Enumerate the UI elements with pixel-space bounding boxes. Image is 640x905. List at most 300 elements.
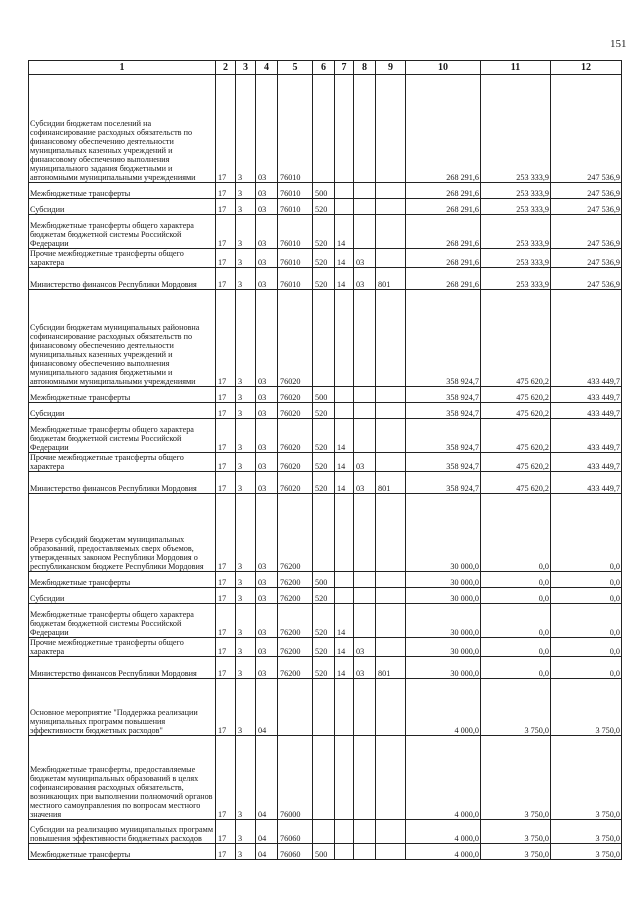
- row-value-cell: 76010: [278, 183, 313, 199]
- row-value-cell: 253 333,9: [481, 183, 551, 199]
- row-value-cell: 801: [376, 657, 406, 679]
- row-value-cell: 0,0: [551, 572, 622, 588]
- row-value-cell: 520: [313, 403, 335, 419]
- row-value-cell: [335, 820, 354, 844]
- table-row: [29, 215, 622, 249]
- row-value-cell: 3 750,0: [551, 736, 622, 820]
- row-value-cell: 17: [216, 679, 236, 736]
- row-value-cell: 247 536,9: [551, 199, 622, 215]
- row-value-cell: 76020: [278, 472, 313, 494]
- row-value-cell: 520: [313, 199, 335, 215]
- row-value-cell: [354, 494, 376, 572]
- row-value-cell: 03: [256, 657, 278, 679]
- row-value-cell: 0,0: [481, 494, 551, 572]
- table-row: [29, 736, 622, 820]
- row-value-cell: [376, 588, 406, 604]
- row-value-cell: 0,0: [551, 494, 622, 572]
- row-value-cell: [354, 215, 376, 249]
- row-value-cell: 3: [236, 736, 256, 820]
- row-value-cell: [376, 736, 406, 820]
- row-value-cell: 433 449,7: [551, 290, 622, 387]
- row-value-cell: 520: [313, 588, 335, 604]
- row-label-cell: Межбюджетные трансферты: [29, 387, 216, 403]
- row-value-cell: 0,0: [551, 588, 622, 604]
- row-value-cell: 247 536,9: [551, 75, 622, 183]
- row-value-cell: [376, 419, 406, 453]
- row-value-cell: 3: [236, 494, 256, 572]
- row-value-cell: 0,0: [551, 604, 622, 638]
- row-value-cell: 268 291,6: [406, 75, 481, 183]
- row-value-cell: 247 536,9: [551, 183, 622, 199]
- row-value-cell: 433 449,7: [551, 472, 622, 494]
- row-value-cell: 76200: [278, 657, 313, 679]
- row-value-cell: 03: [354, 638, 376, 657]
- table-row: [29, 199, 622, 215]
- row-value-cell: [354, 387, 376, 403]
- row-value-cell: 17: [216, 736, 236, 820]
- table-row: [29, 679, 622, 736]
- row-value-cell: 0,0: [481, 604, 551, 638]
- row-value-cell: [376, 249, 406, 268]
- header-cell: 3: [236, 61, 256, 75]
- row-value-cell: 3 750,0: [551, 679, 622, 736]
- row-value-cell: 17: [216, 215, 236, 249]
- row-value-cell: 268 291,6: [406, 199, 481, 215]
- row-value-cell: 3: [236, 419, 256, 453]
- row-value-cell: [376, 844, 406, 860]
- table-row: [29, 844, 622, 860]
- row-value-cell: 03: [256, 638, 278, 657]
- row-value-cell: [376, 75, 406, 183]
- row-value-cell: [335, 572, 354, 588]
- row-value-cell: [376, 604, 406, 638]
- row-value-cell: 3 750,0: [551, 844, 622, 860]
- row-value-cell: [335, 736, 354, 820]
- row-value-cell: 433 449,7: [551, 419, 622, 453]
- row-value-cell: [313, 494, 335, 572]
- row-value-cell: 03: [256, 199, 278, 215]
- row-value-cell: [376, 638, 406, 657]
- row-value-cell: [354, 75, 376, 183]
- row-value-cell: 3: [236, 638, 256, 657]
- row-value-cell: [376, 387, 406, 403]
- row-label-cell: Прочие межбюджетные трансферты общего характера: [29, 249, 216, 268]
- row-value-cell: 14: [335, 604, 354, 638]
- row-value-cell: 358 924,7: [406, 419, 481, 453]
- row-value-cell: [354, 290, 376, 387]
- table-row: [29, 572, 622, 588]
- row-label-cell: Прочие межбюджетные трансферты общего характера: [29, 453, 216, 472]
- row-value-cell: [335, 403, 354, 419]
- row-value-cell: 3: [236, 199, 256, 215]
- row-value-cell: 358 924,7: [406, 453, 481, 472]
- table-row: [29, 453, 622, 472]
- row-value-cell: 30 000,0: [406, 604, 481, 638]
- row-value-cell: 03: [256, 604, 278, 638]
- row-value-cell: 433 449,7: [551, 453, 622, 472]
- row-value-cell: 3 750,0: [481, 679, 551, 736]
- row-value-cell: 30 000,0: [406, 638, 481, 657]
- row-value-cell: 3 750,0: [481, 736, 551, 820]
- row-value-cell: 3: [236, 844, 256, 860]
- row-value-cell: 3: [236, 453, 256, 472]
- row-value-cell: 3 750,0: [551, 820, 622, 844]
- row-value-cell: 475 620,2: [481, 419, 551, 453]
- row-value-cell: 0,0: [551, 638, 622, 657]
- row-value-cell: 3: [236, 472, 256, 494]
- row-label-cell: Межбюджетные трансферты: [29, 844, 216, 860]
- budget-table: [28, 60, 622, 860]
- row-value-cell: 14: [335, 419, 354, 453]
- row-value-cell: 03: [354, 249, 376, 268]
- row-value-cell: [354, 183, 376, 199]
- row-label-cell: Субсидии на реализацию муниципальных программ повышения эффективности бюджетных расходов: [29, 820, 216, 844]
- table-row: [29, 268, 622, 290]
- row-value-cell: [354, 604, 376, 638]
- row-value-cell: 76010: [278, 75, 313, 183]
- row-value-cell: 03: [256, 215, 278, 249]
- row-value-cell: [313, 75, 335, 183]
- row-value-cell: 76000: [278, 736, 313, 820]
- row-value-cell: 14: [335, 453, 354, 472]
- row-value-cell: 4 000,0: [406, 679, 481, 736]
- row-value-cell: 17: [216, 472, 236, 494]
- table-row: [29, 638, 622, 657]
- row-value-cell: 30 000,0: [406, 588, 481, 604]
- header-cell: 8: [354, 61, 376, 75]
- row-value-cell: 247 536,9: [551, 215, 622, 249]
- row-value-cell: 268 291,6: [406, 268, 481, 290]
- row-value-cell: 04: [256, 679, 278, 736]
- row-value-cell: 4 000,0: [406, 736, 481, 820]
- table-row: [29, 403, 622, 419]
- row-value-cell: [335, 588, 354, 604]
- row-value-cell: [335, 183, 354, 199]
- row-value-cell: 520: [313, 453, 335, 472]
- header-cell: 7: [335, 61, 354, 75]
- row-value-cell: 0,0: [551, 657, 622, 679]
- row-label-cell: Министерство финансов Республики Мордовия: [29, 657, 216, 679]
- row-label-cell: Межбюджетные трансферты общего характера бюджетам бюджетной системы Российской Федерации: [29, 215, 216, 249]
- row-value-cell: [313, 679, 335, 736]
- row-value-cell: 520: [313, 215, 335, 249]
- row-value-cell: 801: [376, 472, 406, 494]
- header-cell: 5: [278, 61, 313, 75]
- row-value-cell: 358 924,7: [406, 387, 481, 403]
- row-value-cell: 520: [313, 419, 335, 453]
- row-value-cell: 500: [313, 387, 335, 403]
- table-row: [29, 75, 622, 183]
- row-value-cell: 520: [313, 268, 335, 290]
- row-value-cell: 520: [313, 249, 335, 268]
- table-row: [29, 183, 622, 199]
- row-value-cell: 358 924,7: [406, 290, 481, 387]
- row-value-cell: 03: [256, 249, 278, 268]
- row-value-cell: 76020: [278, 387, 313, 403]
- row-value-cell: 14: [335, 215, 354, 249]
- row-value-cell: 3: [236, 820, 256, 844]
- row-value-cell: [376, 290, 406, 387]
- row-value-cell: 04: [256, 736, 278, 820]
- row-value-cell: [313, 820, 335, 844]
- row-value-cell: 247 536,9: [551, 268, 622, 290]
- row-value-cell: 0,0: [481, 572, 551, 588]
- row-value-cell: 76010: [278, 199, 313, 215]
- page-number: 151: [610, 38, 627, 50]
- row-value-cell: 03: [256, 588, 278, 604]
- row-label-cell: Субсидии бюджетам муниципальных районовна софинансирование расходных обязательств по финансовому обеспечению деятельности муниципальных казенных учреждений и финансовому обеспечению выполнения муниципального задания бюджетными и автономными муниципальными учреждениями: [29, 290, 216, 387]
- row-label-cell: Резерв субсидий бюджетам муниципальных образований, предоставляемых сверх объемов, утвержденных законом Республики Мордовия о республиканском бюджете Республики Мордовия: [29, 494, 216, 572]
- row-value-cell: 3: [236, 290, 256, 387]
- row-value-cell: 76060: [278, 820, 313, 844]
- row-value-cell: 3: [236, 679, 256, 736]
- row-value-cell: 04: [256, 844, 278, 860]
- row-value-cell: 03: [354, 472, 376, 494]
- row-value-cell: 475 620,2: [481, 290, 551, 387]
- row-value-cell: 3: [236, 657, 256, 679]
- row-value-cell: 17: [216, 183, 236, 199]
- row-value-cell: 76020: [278, 403, 313, 419]
- row-label-cell: Основное мероприятие "Поддержка реализации муниципальных программ повышения эффективности бюджетных расходов": [29, 679, 216, 736]
- row-value-cell: 358 924,7: [406, 403, 481, 419]
- row-value-cell: [278, 679, 313, 736]
- row-value-cell: [376, 215, 406, 249]
- row-value-cell: 253 333,9: [481, 249, 551, 268]
- row-value-cell: 03: [256, 494, 278, 572]
- row-value-cell: 3: [236, 604, 256, 638]
- row-value-cell: 253 333,9: [481, 75, 551, 183]
- row-value-cell: 14: [335, 638, 354, 657]
- row-value-cell: 03: [256, 387, 278, 403]
- row-value-cell: [376, 183, 406, 199]
- row-value-cell: [376, 453, 406, 472]
- row-value-cell: 76020: [278, 290, 313, 387]
- row-value-cell: [335, 387, 354, 403]
- row-value-cell: 03: [256, 268, 278, 290]
- row-value-cell: 14: [335, 268, 354, 290]
- row-label-cell: Субсидии: [29, 403, 216, 419]
- row-value-cell: 3: [236, 572, 256, 588]
- row-label-cell: Министерство финансов Республики Мордовия: [29, 268, 216, 290]
- row-value-cell: 17: [216, 638, 236, 657]
- row-value-cell: [313, 736, 335, 820]
- table-row: [29, 604, 622, 638]
- row-value-cell: 3: [236, 183, 256, 199]
- row-value-cell: [376, 572, 406, 588]
- row-value-cell: [354, 588, 376, 604]
- row-value-cell: [354, 844, 376, 860]
- row-value-cell: 03: [256, 290, 278, 387]
- row-value-cell: 475 620,2: [481, 453, 551, 472]
- row-value-cell: [376, 679, 406, 736]
- row-value-cell: [354, 820, 376, 844]
- row-value-cell: 17: [216, 290, 236, 387]
- row-value-cell: 3 750,0: [481, 820, 551, 844]
- row-value-cell: 76010: [278, 215, 313, 249]
- row-value-cell: 475 620,2: [481, 472, 551, 494]
- row-value-cell: 76020: [278, 419, 313, 453]
- row-value-cell: [354, 736, 376, 820]
- row-value-cell: 520: [313, 604, 335, 638]
- row-value-cell: 03: [256, 403, 278, 419]
- row-value-cell: 76010: [278, 249, 313, 268]
- row-value-cell: 03: [256, 183, 278, 199]
- header-cell: 12: [551, 61, 622, 75]
- row-value-cell: 500: [313, 183, 335, 199]
- row-value-cell: [335, 290, 354, 387]
- row-value-cell: 17: [216, 387, 236, 403]
- row-label-cell: Межбюджетные трансферты: [29, 183, 216, 199]
- row-value-cell: [376, 403, 406, 419]
- row-label-cell: Министерство финансов Республики Мордовия: [29, 472, 216, 494]
- row-value-cell: 268 291,6: [406, 215, 481, 249]
- row-value-cell: [376, 199, 406, 215]
- row-value-cell: [354, 679, 376, 736]
- row-value-cell: 76200: [278, 638, 313, 657]
- row-value-cell: 475 620,2: [481, 403, 551, 419]
- row-label-cell: Межбюджетные трансферты общего характера бюджетам бюджетной системы Российской Федерации: [29, 419, 216, 453]
- row-value-cell: 17: [216, 249, 236, 268]
- row-value-cell: 14: [335, 249, 354, 268]
- row-value-cell: 500: [313, 572, 335, 588]
- row-value-cell: 4 000,0: [406, 844, 481, 860]
- row-value-cell: 520: [313, 472, 335, 494]
- row-value-cell: 04: [256, 820, 278, 844]
- row-value-cell: 0,0: [481, 638, 551, 657]
- row-value-cell: 14: [335, 657, 354, 679]
- table-row: [29, 387, 622, 403]
- row-value-cell: 4 000,0: [406, 820, 481, 844]
- row-value-cell: 3: [236, 387, 256, 403]
- row-value-cell: 3: [236, 215, 256, 249]
- row-value-cell: 17: [216, 657, 236, 679]
- header-cell: 2: [216, 61, 236, 75]
- row-value-cell: 253 333,9: [481, 199, 551, 215]
- row-value-cell: 17: [216, 820, 236, 844]
- row-value-cell: [354, 419, 376, 453]
- row-value-cell: 17: [216, 453, 236, 472]
- row-value-cell: 3: [236, 268, 256, 290]
- row-value-cell: 76020: [278, 453, 313, 472]
- row-value-cell: 76010: [278, 268, 313, 290]
- table-row: [29, 472, 622, 494]
- row-value-cell: 433 449,7: [551, 403, 622, 419]
- row-value-cell: [376, 494, 406, 572]
- header-cell: 6: [313, 61, 335, 75]
- table-row: [29, 290, 622, 387]
- row-value-cell: [354, 403, 376, 419]
- row-value-cell: 03: [354, 268, 376, 290]
- table-row: [29, 657, 622, 679]
- row-value-cell: 801: [376, 268, 406, 290]
- header-row: [29, 61, 622, 75]
- table-row: [29, 494, 622, 572]
- row-value-cell: 03: [256, 572, 278, 588]
- row-value-cell: [335, 679, 354, 736]
- row-value-cell: [376, 820, 406, 844]
- row-label-cell: Прочие межбюджетные трансферты общего характера: [29, 638, 216, 657]
- row-value-cell: 76200: [278, 588, 313, 604]
- row-value-cell: 500: [313, 844, 335, 860]
- table-row: [29, 419, 622, 453]
- row-value-cell: 268 291,6: [406, 183, 481, 199]
- header-cell: 9: [376, 61, 406, 75]
- row-value-cell: 0,0: [481, 657, 551, 679]
- row-value-cell: 30 000,0: [406, 657, 481, 679]
- row-value-cell: 03: [354, 453, 376, 472]
- row-value-cell: 433 449,7: [551, 387, 622, 403]
- row-value-cell: 3: [236, 403, 256, 419]
- row-label-cell: Субсидии: [29, 199, 216, 215]
- row-value-cell: [335, 494, 354, 572]
- row-value-cell: 253 333,9: [481, 268, 551, 290]
- row-value-cell: 17: [216, 588, 236, 604]
- row-value-cell: 03: [256, 75, 278, 183]
- row-label-cell: Межбюджетные трансферты, предоставляемые бюджетам муниципальных образований в целях софинансирования расходных обязательств, возникающих при выполнении полномочий органов местного самоуправления по вопросам местного значения: [29, 736, 216, 820]
- row-value-cell: [313, 290, 335, 387]
- row-value-cell: 03: [256, 472, 278, 494]
- row-value-cell: 03: [256, 453, 278, 472]
- row-value-cell: 03: [256, 419, 278, 453]
- row-value-cell: [354, 572, 376, 588]
- row-value-cell: 253 333,9: [481, 215, 551, 249]
- row-value-cell: 358 924,7: [406, 472, 481, 494]
- header-cell: 4: [256, 61, 278, 75]
- row-value-cell: 3: [236, 249, 256, 268]
- row-value-cell: 76060: [278, 844, 313, 860]
- row-value-cell: 0,0: [481, 588, 551, 604]
- row-value-cell: 520: [313, 638, 335, 657]
- row-value-cell: 30 000,0: [406, 572, 481, 588]
- row-value-cell: 3: [236, 588, 256, 604]
- row-value-cell: 17: [216, 604, 236, 638]
- row-value-cell: 30 000,0: [406, 494, 481, 572]
- row-label-cell: Субсидии: [29, 588, 216, 604]
- row-label-cell: Субсидии бюджетам поселений на софинансирование расходных обязательств по финансовому обеспечению деятельности муниципальных казенных учреждений и финансовому обеспечению выполнения муниципального задания бюджетными и автономными муниципальными учреждениями: [29, 75, 216, 183]
- row-value-cell: 17: [216, 199, 236, 215]
- header-cell: 11: [481, 61, 551, 75]
- row-value-cell: [335, 844, 354, 860]
- table-row: [29, 820, 622, 844]
- row-value-cell: 76200: [278, 604, 313, 638]
- row-value-cell: [335, 199, 354, 215]
- row-value-cell: 475 620,2: [481, 387, 551, 403]
- row-value-cell: 17: [216, 572, 236, 588]
- header-cell: 10: [406, 61, 481, 75]
- row-value-cell: 17: [216, 268, 236, 290]
- table-row: [29, 249, 622, 268]
- row-label-cell: Межбюджетные трансферты: [29, 572, 216, 588]
- row-value-cell: 247 536,9: [551, 249, 622, 268]
- row-value-cell: 17: [216, 75, 236, 183]
- row-value-cell: 14: [335, 472, 354, 494]
- row-value-cell: 268 291,6: [406, 249, 481, 268]
- row-label-cell: Межбюджетные трансферты общего характера бюджетам бюджетной системы Российской Федерации: [29, 604, 216, 638]
- row-value-cell: 3: [236, 75, 256, 183]
- row-value-cell: 3 750,0: [481, 844, 551, 860]
- table-row: [29, 588, 622, 604]
- row-value-cell: 76200: [278, 572, 313, 588]
- row-value-cell: 520: [313, 657, 335, 679]
- row-value-cell: [354, 199, 376, 215]
- header-cell: 1: [29, 61, 216, 75]
- row-value-cell: 76200: [278, 494, 313, 572]
- row-value-cell: 17: [216, 419, 236, 453]
- row-value-cell: [335, 75, 354, 183]
- row-value-cell: 17: [216, 403, 236, 419]
- row-value-cell: 03: [354, 657, 376, 679]
- row-value-cell: 17: [216, 844, 236, 860]
